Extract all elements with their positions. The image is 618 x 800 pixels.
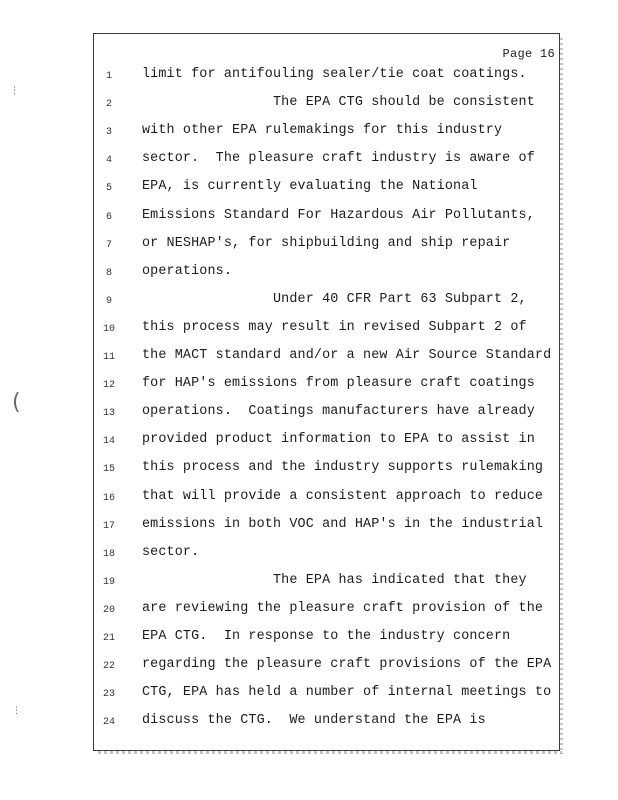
transcript-line bbox=[0, 572, 618, 594]
line-text: are reviewing the pleasure craft provision of the bbox=[142, 600, 544, 616]
line-text: sector. The pleasure craft industry is aware of bbox=[142, 151, 535, 167]
line-number: 7 bbox=[105, 239, 112, 251]
transcript-line bbox=[0, 207, 618, 229]
page-number: Page 16 bbox=[502, 47, 555, 61]
line-text: limit for antifouling sealer/tie coat coatings. bbox=[142, 67, 527, 82]
transcript-line bbox=[0, 66, 618, 88]
line-text: The EPA has indicated that they bbox=[142, 572, 527, 588]
line-number: 16 bbox=[102, 492, 115, 504]
page-edge-shadow bbox=[98, 751, 562, 754]
transcript-line bbox=[0, 150, 618, 172]
transcript-line bbox=[0, 94, 618, 116]
line-number: 12 bbox=[102, 380, 115, 392]
line-number: 4 bbox=[105, 155, 112, 167]
line-text: operations. bbox=[142, 263, 233, 279]
line-number: 15 bbox=[102, 464, 115, 476]
transcript-line bbox=[0, 291, 618, 313]
line-text: operations. Coatings manufacturers have already bbox=[142, 404, 535, 420]
line-number: 24 bbox=[102, 717, 115, 729]
line-text: for HAP's emissions from pleasure craft coatings bbox=[142, 376, 535, 392]
transcript-line bbox=[0, 628, 618, 650]
line-number: 9 bbox=[105, 295, 112, 307]
transcript-line bbox=[0, 516, 618, 538]
line-number: 5 bbox=[105, 183, 112, 195]
line-number: 14 bbox=[102, 436, 115, 448]
transcript-line bbox=[0, 459, 618, 481]
transcript-line bbox=[0, 263, 618, 285]
line-number: 3 bbox=[105, 127, 112, 139]
line-number: 13 bbox=[102, 408, 115, 420]
line-number: 17 bbox=[102, 520, 115, 532]
line-number: 8 bbox=[105, 267, 112, 279]
line-text: discuss the CTG. We understand the EPA is bbox=[142, 713, 486, 729]
line-text: this process and the industry supports rulemaking bbox=[142, 460, 544, 476]
transcript-line bbox=[0, 122, 618, 144]
transcript-line bbox=[0, 178, 618, 200]
transcript-line bbox=[0, 712, 618, 734]
line-text: provided product information to EPA to assist in bbox=[142, 432, 535, 448]
line-text: Under 40 CFR Part 63 Subpart 2, bbox=[142, 291, 527, 307]
line-text: sector. bbox=[142, 544, 200, 560]
line-number: 21 bbox=[102, 633, 115, 644]
line-number: 1 bbox=[105, 71, 112, 82]
line-number: 23 bbox=[102, 689, 115, 701]
line-number: 11 bbox=[102, 352, 115, 363]
line-number: 6 bbox=[105, 211, 112, 223]
line-text: regarding the pleasure craft provisions of the EPA bbox=[142, 657, 552, 673]
transcript-line bbox=[0, 544, 618, 566]
scan-mark-bottom: ⋮ bbox=[12, 706, 21, 716]
line-text: EPA CTG. In response to the industry concern bbox=[142, 629, 511, 644]
transcript-line bbox=[0, 600, 618, 622]
transcript-line bbox=[0, 347, 618, 369]
transcript-line bbox=[0, 488, 618, 510]
line-text: emissions in both VOC and HAP's in the industrial bbox=[142, 516, 544, 532]
line-text: with other EPA rulemakings for this industry bbox=[142, 123, 503, 139]
line-number: 20 bbox=[102, 604, 115, 616]
line-text: or NESHAP's, for shipbuilding and ship repair bbox=[142, 235, 511, 251]
transcript-line bbox=[0, 656, 618, 678]
line-number: 22 bbox=[102, 661, 115, 673]
line-text: this process may result in revised Subpart 2 of bbox=[142, 319, 527, 335]
transcript-line bbox=[0, 375, 618, 397]
line-number: 18 bbox=[102, 548, 115, 560]
line-text: the MACT standard and/or a new Air Source Standard bbox=[142, 348, 552, 363]
line-text: CTG, EPA has held a number of internal meetings to bbox=[142, 685, 552, 701]
scan-mark-mid: ( bbox=[12, 390, 21, 415]
line-text: that will provide a consistent approach to reduce bbox=[142, 488, 544, 504]
transcript-line bbox=[0, 403, 618, 425]
transcript-line bbox=[0, 431, 618, 453]
line-text: EPA, is currently evaluating the National bbox=[142, 179, 478, 195]
transcript-line bbox=[0, 319, 618, 341]
line-text: The EPA CTG should be consistent bbox=[142, 95, 535, 111]
line-number: 19 bbox=[102, 576, 115, 588]
transcript-line bbox=[0, 235, 618, 257]
line-number: 10 bbox=[102, 323, 115, 335]
scan-mark-top: ⋮ bbox=[10, 86, 19, 96]
line-text: Emissions Standard For Hazardous Air Pollutants, bbox=[142, 207, 535, 223]
line-number: 2 bbox=[105, 99, 112, 111]
transcript-line bbox=[0, 684, 618, 706]
